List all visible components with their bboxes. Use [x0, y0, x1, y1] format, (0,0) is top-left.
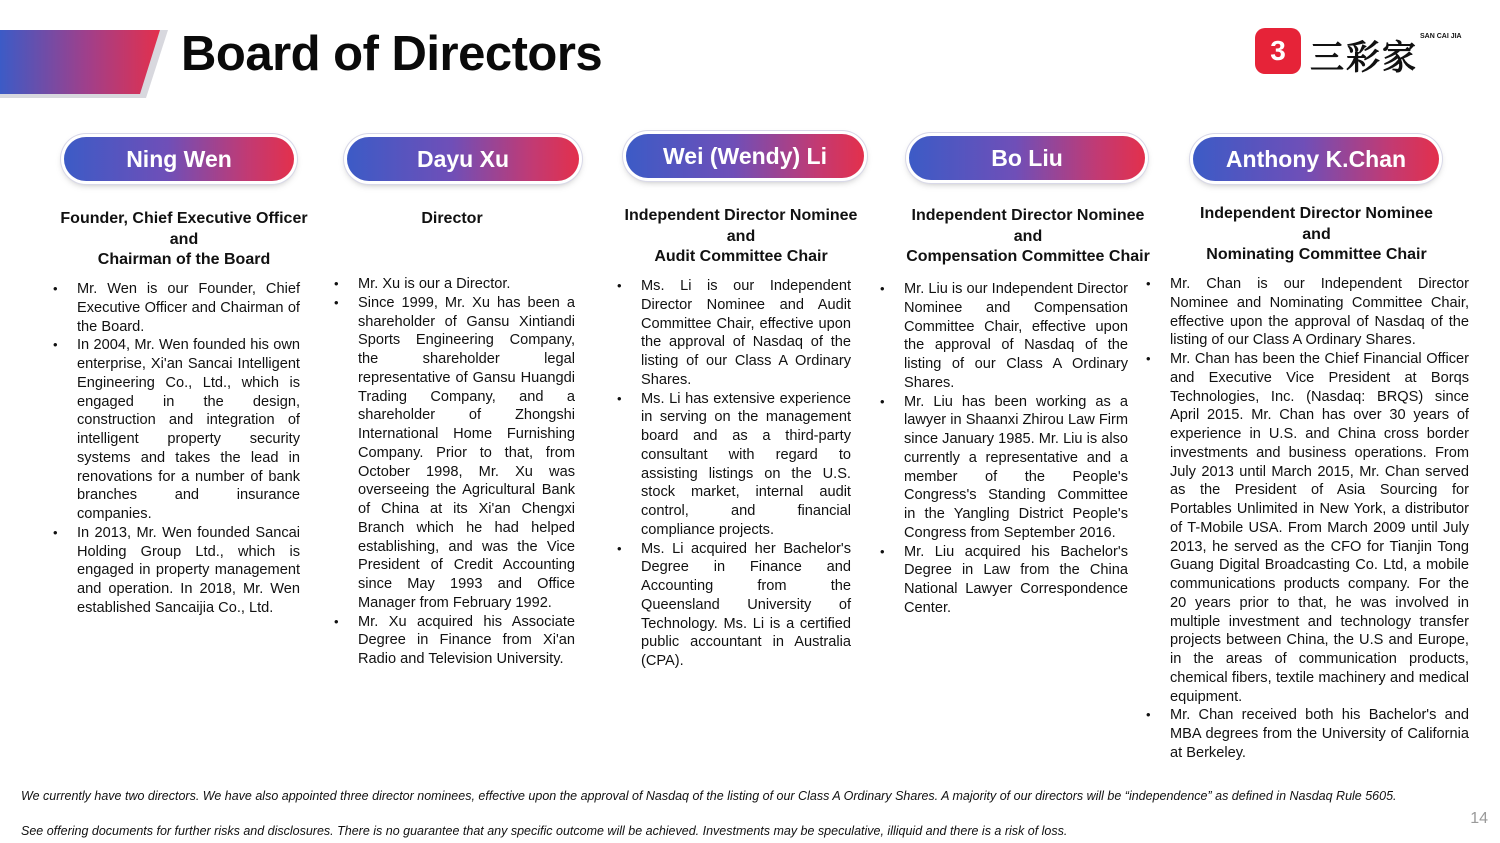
role-line: Compensation Committee Chair	[906, 248, 1150, 265]
bio-bullet: • Mr. Xu is our a Director.	[334, 275, 575, 294]
director-role	[45, 209, 323, 271]
bio-bullet: • Mr. Xu acquired his Associate Degree in Finance from Xi'an Radio and Television University.	[334, 613, 575, 669]
role-line: Independent Director Nominee	[911, 207, 1145, 224]
director-bio-list	[1146, 275, 1469, 763]
bio-bullet: • Mr. Liu is our Independent Director Nominee and Compensation Committee Chair, effective upon the approval of Nasdaq of the listing of our Class A Ordinary Shares.	[880, 280, 1128, 393]
bio-bullet: • Ms. Li acquired her Bachelor's Degree in Finance and Accounting from the Queensland University of Technology. Ms. Li is a certified public accountant in Australia (CPA).	[617, 540, 851, 671]
role-line: Nominating Committee Chair	[1206, 246, 1427, 263]
director-name-pill: Wei (Wendy) Li	[626, 134, 864, 178]
director-name-pill: Dayu Xu	[347, 137, 579, 181]
page-number: 14	[1470, 810, 1488, 827]
role-line: Chairman of the Board	[97, 251, 271, 268]
bio-bullet: • Ms. Li has extensive experience in serving on the management board and as a third-party consultant with regard to assisting listings on the U.S. stock market, internal audit control, and financial compliance projects.	[617, 390, 851, 540]
bio-bullet: • Mr. Liu acquired his Bachelor's Degree in Law from the China National Lawyer Correspondence Center.	[880, 543, 1128, 618]
logo-chinese-text: 三彩家	[1310, 38, 1418, 78]
director-bio-list	[334, 275, 575, 669]
bio-bullet: • Ms. Li is our Independent Director Nominee and Audit Committee Chair, effective upon the approval of Nasdaq of the listing of our Class A Ordinary Shares.	[617, 277, 851, 390]
director-role	[1180, 204, 1453, 266]
bio-bullet: • In 2004, Mr. Wen founded his own enterprise, Xi'an Sancai Intelligent Engineering Co., Ltd., which is engaged in the design, construction and integration of intelligent property security systems and takes the lead in renovations for a number of bank branches and insurance companies.	[53, 336, 300, 524]
header-accent-shape	[0, 30, 168, 98]
role-line: Audit Committee Chair	[654, 248, 828, 265]
role-line: and	[1013, 227, 1043, 245]
director-bio-list	[617, 277, 851, 671]
director-role	[890, 206, 1166, 268]
director-bio-list	[880, 280, 1128, 618]
director-role	[352, 209, 552, 230]
footer-note: We currently have two directors. We have also appointed three director nominees, effective upon the approval of Nasdaq of the listing of our Class A Ordinary Shares. A majority of our directors will be “independence” as defined in Nasdaq Rule 5605.	[21, 789, 1397, 803]
director-bio-list	[53, 280, 300, 618]
bio-bullet: • Mr. Chan has been the Chief Financial Officer and Executive Vice President at Borqs Technologies, Inc. (Nasdaq: BRQS) since April 2015. Mr. Chan has over 30 years of experience in U.S. and China cross border investments and business operations. From July 2013 until March 2015, Mr. Chan served as the President of Asia Sourcing for Portables Unlimited in New York, a distributor of T-Mobile USA. From March 2009 until July 2013, he served as the CFO for Tianjin Tong Guang Digital Broadcasting Co. Ltd, a mobile communications products company. For the 20 years prior to that, he was involved in multiple investment and technology transfer projects between China, the U.S and Europe, in the areas of communication products, chemical fibers, textile machinery and medical equipment.	[1146, 350, 1469, 706]
director-name-pill: Ning Wen	[64, 137, 294, 181]
bio-bullet: • Mr. Liu has been working as a lawyer in Shaanxi Zhirou Law Firm since January 1985. Mr. Liu is also currently a representative and a member of the People's Congress's Standing Committee in the Yangling District People's Congress from September 2016.	[880, 393, 1128, 543]
role-line: and	[726, 227, 756, 245]
logo-badge-icon: 3	[1255, 28, 1301, 74]
logo-english-text: SAN CAI JIA	[1420, 33, 1462, 40]
bio-bullet: • Mr. Chan received both his Bachelor's and MBA degrees from the University of California at Berkeley.	[1146, 706, 1469, 762]
role-line: Independent Director Nominee	[624, 207, 858, 224]
footer-disclaimer: See offering documents for further risks and disclosures. There is no guarantee that any specific outcome will be achieved. Investments may be speculative, illiquid and there is a risk of loss.	[21, 824, 1068, 838]
role-line: Independent Director Nominee	[1200, 205, 1433, 222]
bio-bullet: • Mr. Wen is our Founder, Chief Executive Officer and Chairman of the Board.	[53, 280, 300, 336]
role-line: Founder, Chief Executive Officer	[60, 210, 308, 227]
company-logo	[1255, 28, 1470, 78]
role-line: Director	[421, 210, 483, 227]
role-line: and	[169, 230, 199, 248]
page-title: Board of Directors	[181, 27, 603, 81]
role-line: and	[1302, 225, 1331, 243]
bio-bullet: • Mr. Chan is our Independent Director Nominee and Nominating Committee Chair, effective upon the approval of Nasdaq of the listing of our Class A Ordinary Shares.	[1146, 275, 1469, 350]
director-name-pill: Bo Liu	[909, 136, 1145, 180]
bio-bullet: • Since 1999, Mr. Xu has been a shareholder of Gansu Xintiandi Sports Engineering Company, the shareholder legal representative of Gansu Huangdi Trading Company, and a shareholder of Zhongshi International Home Furnishing Company. Prior to that, from October 1998, Mr. Xu was overseeing the Agricultural Bank of China at its Xi'an Chengxi Branch which he had helped establishing, and was the Vice President of Credit Accounting since May 1993 and Office Manager from February 1992.	[334, 294, 575, 613]
bio-bullet: • In 2013, Mr. Wen founded Sancai Holding Group Ltd., which is engaged in property management and operation. In 2018, Mr. Wen established Sancaijia Co., Ltd.	[53, 524, 300, 618]
director-name-pill: Anthony K.Chan	[1193, 137, 1439, 181]
director-role	[606, 206, 876, 268]
